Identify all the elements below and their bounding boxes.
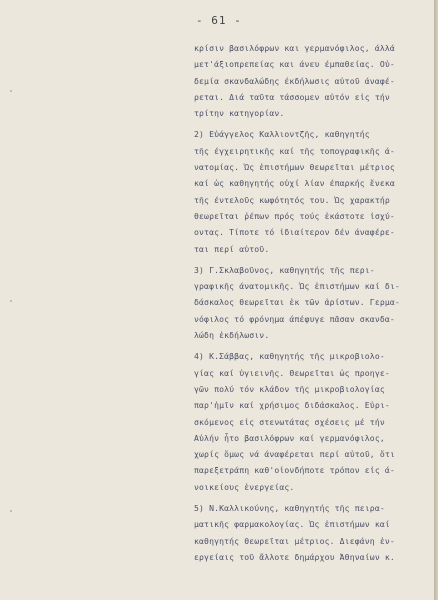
document-body <box>194 40 420 565</box>
binding-hole-mark <box>10 300 12 302</box>
text-line: καί ὡς καθηγητής οὐχί λίαν έπαρκής ἕνεκα <box>194 178 395 189</box>
binding-hole-mark <box>10 510 12 512</box>
text-line: θεωρεῖται ῥέπων πρός τούς ἑκάστοτε ἰσχύ- <box>194 210 395 221</box>
text-line: κρίσιν βασιλόφρων και γερμανόφιλος, άλλά <box>194 43 395 53</box>
text-line: γῶν πολύ τόν κλάδον τῆς μικροβιολογίας <box>194 383 385 394</box>
text-line: νατομίας. Ὡς ἐπιστήμων θεωρεῖται μέτριος <box>194 162 395 173</box>
paragraph <box>194 126 420 256</box>
text-line: παρ'ἡμῖν καί χρήσιμος διδάσκαλος. Εὑρι- <box>194 400 390 411</box>
paragraph <box>194 40 420 121</box>
text-line: 5) Ν.Καλλικούνης, καθηγητής τῆς πειρα- <box>194 503 385 514</box>
text-line: Αὐλήν ἦτο βασιλόφρων καί γερμανόφιλος, <box>194 432 385 443</box>
text-line: γραφικῆς άνατομικῆς. Ὡς ἐπιστήμων καί δι- <box>194 281 400 292</box>
text-line: 2) Εὐάγγελος Καλλιοντζῆς, καθηγητής <box>194 129 370 140</box>
binding-hole-mark <box>10 90 12 92</box>
paragraph <box>194 348 420 495</box>
text-line: σκόμενος εἰς στενωτάτας σχέσεις μέ τήν <box>194 416 385 427</box>
text-line: ματικῆς φαρμακολογίας. Ὡς ἐπιστήμων καί <box>194 519 390 530</box>
text-line: τῆς έντελοῦς κωφότητός του. Ὡς χαρακτήρ <box>194 194 390 205</box>
text-line: καθηγητής θεωρεῖται μέτριος. Διεφάνη ἐν- <box>194 535 395 546</box>
text-line: νοικείους ἐνεργείας. <box>194 481 295 492</box>
text-line: λώδη ἐκδήλωσιν. <box>194 330 270 341</box>
paragraph <box>194 262 420 343</box>
text-line: δάσκαλος θεωρεῖται ἐκ τῶν ἀρίστων. Γερμα- <box>194 297 400 308</box>
text-line: ρεται. Διά ταῦτα τάσσομεν αὐτόν εἰς τήν <box>194 91 390 102</box>
text-line: εργείαις τοῦ ἄλλοτε δημάρχου Ἀθηναίων κ. <box>194 551 395 562</box>
text-line: τῆς έγχειρητικῆς καί τῆς τοπογραφικῆς ά- <box>194 145 395 156</box>
text-line: τρίτην κατηγορίαν. <box>194 108 285 119</box>
text-line: γίας καί ὑγιεινῆς. Θεωρεῖται ὡς προηγε- <box>194 367 390 378</box>
text-line: 4) Κ.Σάββας, καθηγητής τῆς μικροβιολο- <box>194 351 385 362</box>
text-line: οντας. Τίποτε τό ἰδιαίτερον δέν άναφέρε- <box>194 227 395 238</box>
paragraph <box>194 500 420 565</box>
text-line: παρεξετράπη καθ'οἱονδήποτε τρόπον εἰς ά- <box>194 465 395 476</box>
text-line: 3) Γ.Σκλαβοῦνος, καθηγητής τῆς περι- <box>194 264 375 275</box>
text-line: χωρίς ὅμως νά άναφέρεται περί αὐτοῦ, ὅτι <box>194 449 395 460</box>
text-line: δεμία σκανδαλώδης έκδήλωσις αὐτοῦ άναφέ- <box>194 75 395 86</box>
text-line: νόφιλος τό φρόνημα άπέφυγε πᾶσαν σκανδα- <box>194 313 395 324</box>
text-line: μετ'άξιοπρεπείας και άνευ έμπαθείας. Οὐ- <box>194 59 395 70</box>
page-number: - 61 - <box>196 14 242 27</box>
text-line: ται περί αὐτοῦ. <box>194 243 270 254</box>
